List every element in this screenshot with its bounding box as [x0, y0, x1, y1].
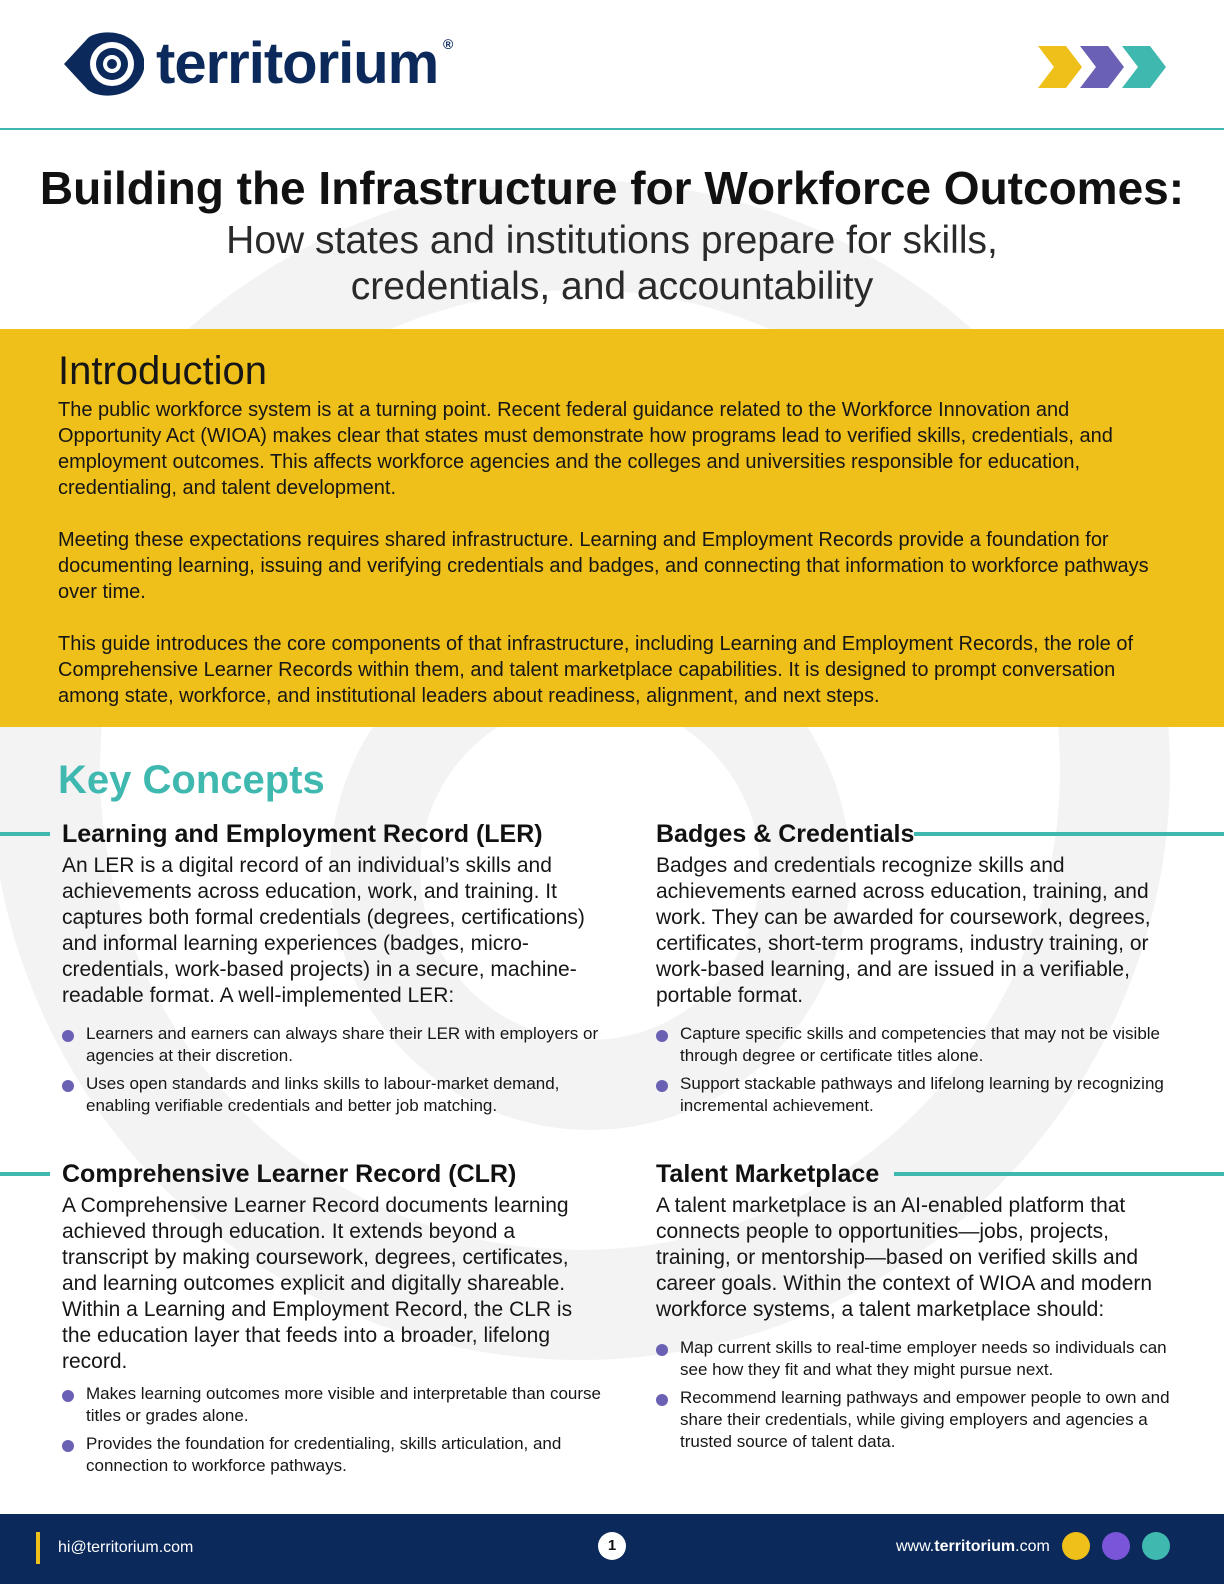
footer-website-link[interactable] [896, 1538, 1050, 1556]
footer-accent-bar [36, 1532, 40, 1564]
page-subtitle [0, 218, 1224, 310]
list-item: Uses open standards and links skills to labour-market demand, enabling verifiable credentials and better job matching. [62, 1073, 612, 1117]
list-item: Capture specific skills and competencies that may not be visible through degree or certificate titles alone. [656, 1023, 1186, 1067]
clr-rule [0, 1172, 50, 1176]
bullet-dot-icon [656, 1344, 668, 1356]
ler-title: Learning and Employment Record (LER) [62, 820, 543, 848]
registered-mark: ® [442, 36, 453, 52]
intro-paragraph: The public workforce system is at a turning point. Recent federal guidance related to the Workforce Innovation and Opportunity Act (WIOA) makes clear that states must demonstrate how programs lead to verified skills, credentials, and employment outcomes. This affects workforce agencies and the colleges and universities responsible for education, credentialing, and talent development. [58, 399, 1113, 499]
badges-body: Badges and credentials recognize skills and achievements earned across education, training, and work. They can be awarded for coursework, degrees, certificates, short-term programs, industry training, or work-based learning, and are issued in a verifiable, portable format. [656, 854, 1151, 1007]
intro-paragraph: This guide introduces the core components of that infrastructure, including Learning and Employment Records, the role of Comprehensive Learner Records within them, and talent marketplace capabilities. It is designed to prompt conversation among state, workforce, and institutional leaders about readiness, alignment, and next steps. [58, 633, 1134, 707]
title-block [0, 160, 1224, 310]
clr-body: A Comprehensive Learner Record documents learning achieved through education. It extends beyond a transcript by making coursework, degrees, certificates, and learning outcomes explicit and digitally shareable. Within a Learning and Employment Record, the CLR is the education layer that feeds into a broader, lifelong record. [62, 1194, 573, 1373]
logo-name: territorium [156, 31, 439, 96]
talent-section [656, 1159, 1186, 1459]
subtitle-line-2: credentials, and accountability [350, 265, 874, 308]
intro-paragraph: Meeting these expectations requires shared infrastructure. Learning and Employment Records provide a foundation for documenting learning, issuing and verifying credentials and badges, and connecting that information to workforce pathways over time. [58, 529, 1149, 603]
list-item: Recommend learning pathways and empower people to own and share their credentials, while giving employers and agencies a trusted source of talent data. [656, 1387, 1186, 1453]
badges-title: Badges & Credentials [656, 820, 915, 848]
subtitle-line-1: How states and institutions prepare for skills, [226, 219, 998, 262]
badges-section [656, 819, 1186, 1123]
purple-circle-icon [1102, 1532, 1130, 1560]
introduction-section [0, 329, 1224, 727]
page-header [0, 0, 1224, 130]
page-title: Building the Infrastructure for Workforce Outcomes: [39, 162, 1185, 214]
web-prefix: www. [896, 1538, 935, 1555]
bullet-dot-icon [656, 1394, 668, 1406]
chevrons-icon [1038, 46, 1170, 88]
ler-section [62, 819, 612, 1123]
bullet-dot-icon [62, 1440, 74, 1452]
bullet-dot-icon [62, 1030, 74, 1042]
list-item: Provides the foundation for credentialing, skills articulation, and connection to workforce pathways. [62, 1433, 602, 1477]
eye-logo-icon [62, 32, 144, 96]
web-suffix: .com [1015, 1538, 1050, 1555]
introduction-body [58, 397, 1168, 735]
ler-bullets [62, 1023, 612, 1117]
talent-title: Talent Marketplace [656, 1160, 880, 1188]
list-item: Support stackable pathways and lifelong learning by recognizing incremental achievement. [656, 1073, 1186, 1117]
page-number: 1 [598, 1532, 626, 1560]
yellow-circle-icon [1062, 1532, 1090, 1560]
logo-wordmark [156, 31, 453, 96]
web-domain: territorium [934, 1538, 1016, 1555]
list-item: Makes learning outcomes more visible and interpretable than course titles or grades alone. [62, 1383, 602, 1427]
bullet-dot-icon [62, 1080, 74, 1092]
talent-bullets [656, 1337, 1186, 1453]
introduction-heading: Introduction [58, 349, 268, 393]
badges-bullets [656, 1023, 1186, 1117]
talent-body: A talent marketplace is an AI-enabled platform that connects people to opportunities—jobs, projects, training, or mentorship—based on verified skills and career goals. Within the context of WIOA and modern workforce systems, a talent marketplace should: [656, 1194, 1153, 1321]
footer-email-link[interactable]: hi@territorium.com [58, 1539, 194, 1556]
territorium-logo[interactable] [62, 31, 453, 96]
bullet-dot-icon [656, 1080, 668, 1092]
list-item: Map current skills to real-time employer needs so individuals can see how they fit and what they might pursue next. [656, 1337, 1186, 1381]
key-concepts-heading: Key Concepts [58, 758, 325, 802]
clr-section [62, 1159, 602, 1483]
bullet-dot-icon [62, 1390, 74, 1402]
clr-bullets [62, 1383, 602, 1477]
bullet-dot-icon [656, 1030, 668, 1042]
ler-body: An LER is a digital record of an individual’s skills and achievements across education, work, and training. It captures both formal credentials (degrees, certifications) and informal learning experiences (badges, micro-credentials, work-based projects) in a secure, machine-readable format. A well-implemented LER: [62, 854, 585, 1007]
ler-rule [0, 832, 50, 836]
clr-title: Comprehensive Learner Record (CLR) [62, 1160, 517, 1188]
teal-circle-icon [1142, 1532, 1170, 1560]
list-item: Learners and earners can always share their LER with employers or agencies at their discretion. [62, 1023, 612, 1067]
page-footer [0, 1514, 1224, 1584]
